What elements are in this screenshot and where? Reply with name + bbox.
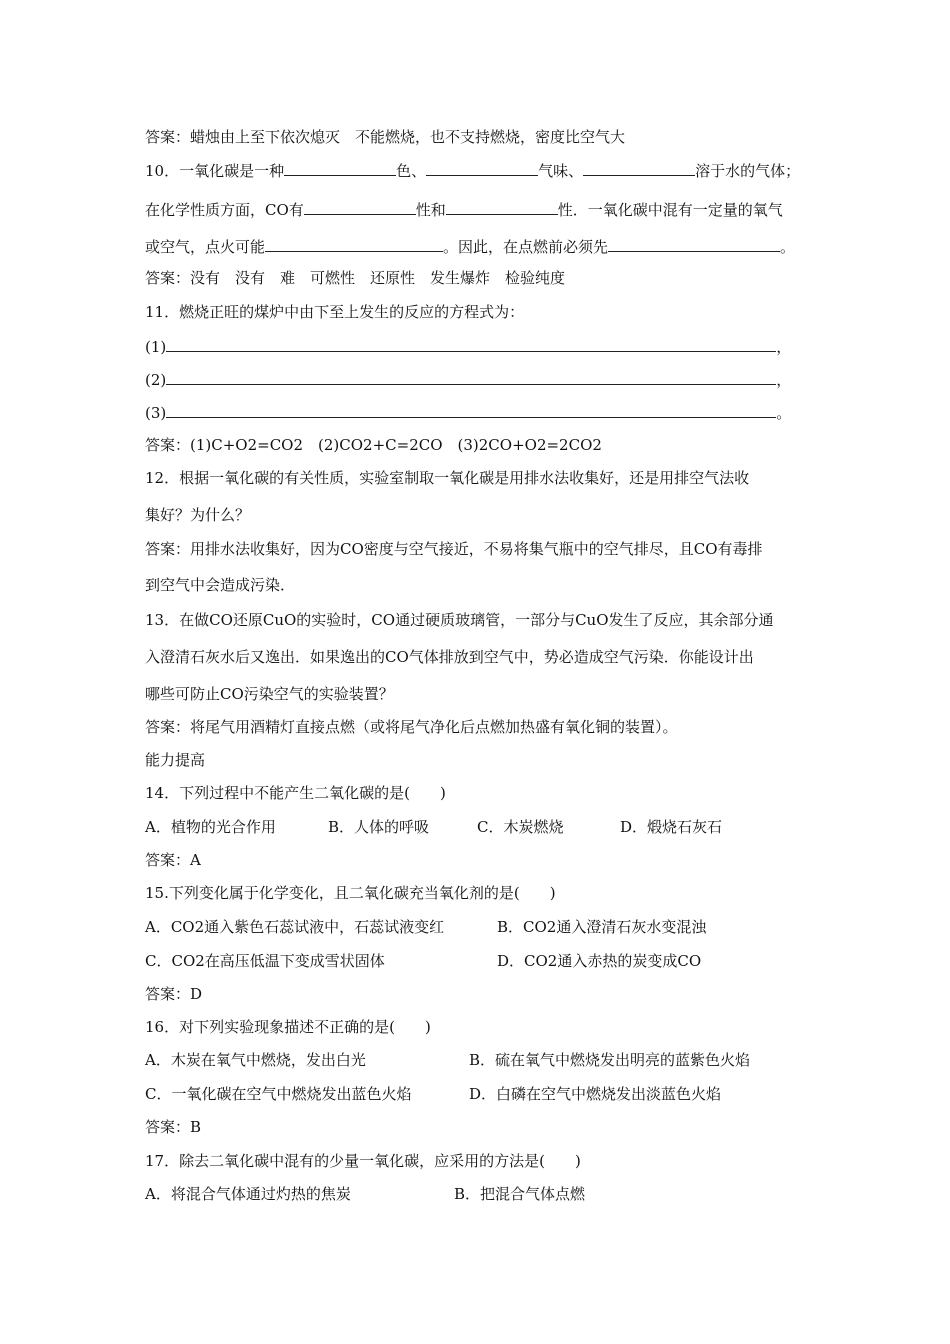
answer-blank[interactable] <box>583 160 695 176</box>
q10-text-g: 性．一氧化碳中混有一定量的氧气 <box>557 201 783 219</box>
q10-text-a: 10．一氧化碳是一种 <box>145 162 285 180</box>
question-11-line-2 <box>145 369 791 390</box>
question-16-options-row-2 <box>145 1084 721 1104</box>
answer-blank[interactable] <box>265 236 443 252</box>
q10-text-j: 。 <box>780 238 796 256</box>
option-a[interactable]: A．将混合气体通过灼热的焦炭 <box>145 1185 351 1203</box>
option-a[interactable]: A．植物的光合作用 <box>145 818 276 836</box>
answer-14: 答案：A <box>145 851 201 869</box>
question-16-options-row-1 <box>145 1050 750 1070</box>
q10-text-h: 或空气，点火可能 <box>145 238 266 256</box>
question-11-line-1 <box>145 336 791 357</box>
option-d[interactable]: D．白磷在空气中燃烧发出淡蓝色火焰 <box>469 1085 722 1103</box>
answer-13: 答案：将尾气用酒精灯直接点燃（或将尾气净化后点燃加热盛有氧化铜的装置）。 <box>145 718 678 736</box>
q10-text-i: 。因此，在点燃前必须先 <box>443 238 609 256</box>
answer-11: 答案：(1)C+O2=CO2 (2)CO2+C=2CO (3)2CO+O2=2CO2 <box>145 436 602 454</box>
option-a[interactable]: A．木炭在氧气中燃烧，发出白光 <box>145 1051 366 1069</box>
answer-blank[interactable] <box>166 369 776 385</box>
option-c[interactable]: C．一氧化碳在空气中燃烧发出蓝色火焰 <box>145 1085 412 1103</box>
option-b[interactable]: B．CO2通入澄清石灰水变混浊 <box>497 918 707 936</box>
option-a[interactable]: A．CO2通入紫色石蕊试液中，石蕊试液变红 <box>145 918 445 936</box>
q11-punct: ， <box>776 338 792 356</box>
question-17-options <box>145 1184 585 1204</box>
option-b[interactable]: B．人体的呼吸 <box>328 818 430 836</box>
answer-blank[interactable] <box>166 336 776 352</box>
q11-label-2: (2) <box>145 371 167 389</box>
option-b[interactable]: B．把混合气体点燃 <box>454 1185 586 1203</box>
answer-blank[interactable] <box>446 199 558 215</box>
question-10-line-3 <box>145 236 795 257</box>
answer-blank[interactable] <box>608 236 780 252</box>
answer-blank[interactable] <box>426 160 538 176</box>
option-d[interactable]: D．煅烧石灰石 <box>620 818 723 836</box>
question-13-line-3: 哪些可防止CO污染空气的实验装置？ <box>145 685 394 703</box>
question-10-line-2 <box>145 199 783 220</box>
answer-12-line-1: 答案：用排水法收集好，因为CO密度与空气接近，不易将集气瓶中的空气排尽，且CO有毒排 <box>145 540 763 558</box>
question-13-line-1: 13．在做CO还原CuO的实验时，CO通过硬质玻璃管，一部分与CuO发生了反应，其余部分通 <box>145 611 774 629</box>
option-c[interactable]: C．木炭燃烧 <box>477 818 564 836</box>
q10-text-f: 性和 <box>415 201 446 219</box>
question-14-options <box>145 817 722 837</box>
question-11-line-3 <box>145 402 791 423</box>
question-15-options-row-2 <box>145 951 701 971</box>
q11-label-1: (1) <box>145 338 167 356</box>
q11-label-3: (3) <box>145 404 167 422</box>
q10-text-c: 气味、 <box>538 162 584 180</box>
q11-punct: ， <box>776 371 792 389</box>
question-16-stem: 16．对下列实验现象描述不正确的是( ) <box>145 1018 431 1036</box>
question-10-line-1 <box>145 160 800 181</box>
question-11-stem: 11．燃烧正旺的煤炉中由下至上发生的反应的方程式为： <box>145 303 525 321</box>
answer-blank[interactable] <box>284 160 396 176</box>
answer-blank[interactable] <box>304 199 416 215</box>
q10-text-e: 在化学性质方面，CO有 <box>145 201 304 219</box>
answer-15: 答案：D <box>145 985 203 1003</box>
q10-text-d: 溶于水的气体； <box>695 162 801 180</box>
option-c[interactable]: C．CO2在高压低温下变成雪状固体 <box>145 952 385 970</box>
answer-9: 答案：蜡烛由上至下依次熄灭 不能燃烧，也不支持燃烧，密度比空气大 <box>145 128 626 146</box>
answer-blank[interactable] <box>166 402 776 418</box>
answer-16: 答案：B <box>145 1118 202 1136</box>
question-15-stem: 15.下列变化属于化学变化，且二氧化碳充当氧化剂的是( ) <box>145 884 556 902</box>
option-d[interactable]: D．CO2通入赤热的炭变成CO <box>497 952 702 970</box>
question-12-line-2: 集好？为什么？ <box>145 506 251 524</box>
q11-punct: 。 <box>776 404 792 422</box>
answer-10: 答案：没有 没有 难 可燃性 还原性 发生爆炸 检验纯度 <box>145 269 566 287</box>
option-b[interactable]: B．硫在氧气中燃烧发出明亮的蓝紫色火焰 <box>469 1051 751 1069</box>
answer-12-line-2: 到空气中会造成污染． <box>145 576 296 594</box>
question-17-stem: 17．除去二氧化碳中混有的少量一氧化碳，应采用的方法是( ) <box>145 1152 581 1170</box>
q10-text-b: 色、 <box>396 162 427 180</box>
question-14-stem: 14．下列过程中不能产生二氧化碳的是( ) <box>145 784 446 802</box>
section-heading: 能力提高 <box>145 751 206 769</box>
question-13-line-2: 入澄清石灰水后又逸出．如果逸出的CO气体排放到空气中，势必造成空气污染．你能设计出 <box>145 648 754 666</box>
question-12-line-1: 12．根据一氧化碳的有关性质，实验室制取一氧化碳是用排水法收集好，还是用排空气法收 <box>145 469 750 487</box>
question-15-options-row-1 <box>145 917 706 937</box>
